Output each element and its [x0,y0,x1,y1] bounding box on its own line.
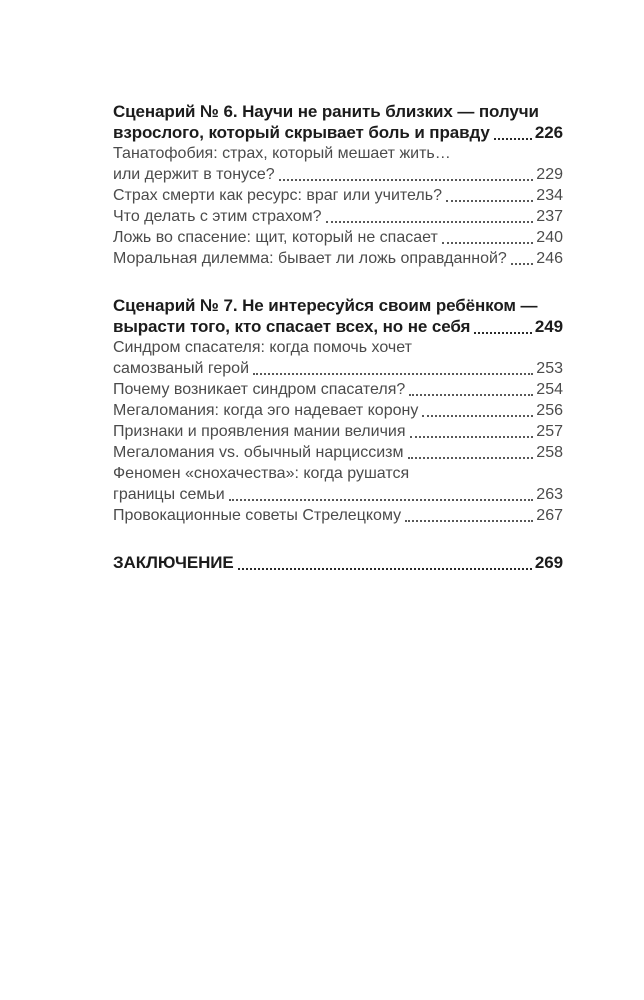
toc-entry-page-number: 256 [536,402,563,419]
chapter-title-line [113,552,563,573]
toc-entry-text: или держит в тонусе? [113,166,275,183]
toc-entry-line [113,337,563,358]
toc-entry-text: Почему возникает синдром спасателя? [113,381,406,398]
leader-dots [253,373,533,375]
toc-entry-line [113,421,563,442]
toc-entry-text: Провокационные советы Стрелецкому [113,507,402,524]
toc-entry-text: границы семьи [113,486,225,503]
toc-entry-line [113,400,563,421]
leader-dots [279,179,534,181]
toc-entry-page-number: 267 [536,507,563,524]
chapter-title-text: Сценарий № 6. Научи не ранить близких — получи [113,102,539,121]
leader-dots [474,332,532,334]
toc-entry-line [113,505,563,526]
leader-dots [238,568,532,570]
toc-entry-text: Ложь во спасение: щит, который не спасает [113,229,438,246]
chapter-title-line [113,122,563,143]
toc-entry-text: самозваный герой [113,360,250,377]
toc-entry-text: Что делать с этим страхом? [113,208,322,225]
toc-entry-text: Признаки и проявления мании величия [113,423,406,440]
leader-dots [511,263,534,265]
toc-section-scenario-6 [113,101,563,269]
toc-entry-line [113,484,563,505]
toc-entry-text: Страх смерти как ресурс: враг или учитель? [113,187,442,204]
chapter-title-text: взрослого, который скрывает боль и правду [113,123,490,142]
toc-entry-page-number: 246 [536,250,563,267]
chapter-title-line [113,101,563,122]
toc-entry-page-number: 253 [536,360,563,377]
chapter-title-text: Сценарий № 7. Не интересуйся своим ребёнком — [113,296,538,315]
chapter-title-page-number: 269 [534,553,563,572]
toc-entry-line [113,463,563,484]
toc-entry-line [113,442,563,463]
toc-entry-page-number: 263 [536,486,563,503]
toc-entry-line [113,143,563,164]
toc-entry-text: Мегаломания vs. обычный нарциссизм [113,444,404,461]
toc-entry-line [113,185,563,206]
chapter-title-text: вырасти того, кто спасает всех, но не себя [113,317,471,336]
leader-dots [405,520,533,522]
chapter-title-line [113,316,563,337]
chapter-title-page-number: 226 [534,123,563,142]
chapter-title-text: ЗАКЛЮЧЕНИЕ [113,553,234,572]
toc-entry-page-number: 229 [536,166,563,183]
toc-entry-line [113,206,563,227]
toc-entry-text: Синдром спасателя: когда помочь хочет [113,339,412,356]
table-of-contents [113,101,563,573]
toc-entry-text: Феномен «снохачества»: когда рушатся [113,465,410,482]
toc-section-scenario-7 [113,295,563,526]
toc-section-conclusion [113,552,563,573]
leader-dots [422,415,533,417]
toc-entry-page-number: 234 [536,187,563,204]
toc-entry-line [113,248,563,269]
toc-entry-text: Мегаломания: когда эго надевает корону [113,402,419,419]
leader-dots [494,138,532,140]
toc-entry-text: Танатофобия: страх, который мешает жить… [113,145,451,162]
toc-entry-page-number: 257 [536,423,563,440]
leader-dots [446,200,533,202]
toc-entry-page-number: 254 [536,381,563,398]
toc-entry-page-number: 258 [536,444,563,461]
toc-entry-line [113,358,563,379]
toc-entry-line [113,379,563,400]
toc-entry-page-number: 237 [536,208,563,225]
toc-entry-page-number: 240 [536,229,563,246]
leader-dots [442,242,533,244]
chapter-title-line [113,295,563,316]
chapter-title-page-number: 249 [534,317,563,336]
leader-dots [408,457,534,459]
leader-dots [326,221,534,223]
toc-entry-text: Моральная дилемма: бывает ли ложь оправданной? [113,250,507,267]
leader-dots [229,499,534,501]
leader-dots [409,394,533,396]
leader-dots [410,436,534,438]
toc-entry-line [113,164,563,185]
toc-entry-line [113,227,563,248]
